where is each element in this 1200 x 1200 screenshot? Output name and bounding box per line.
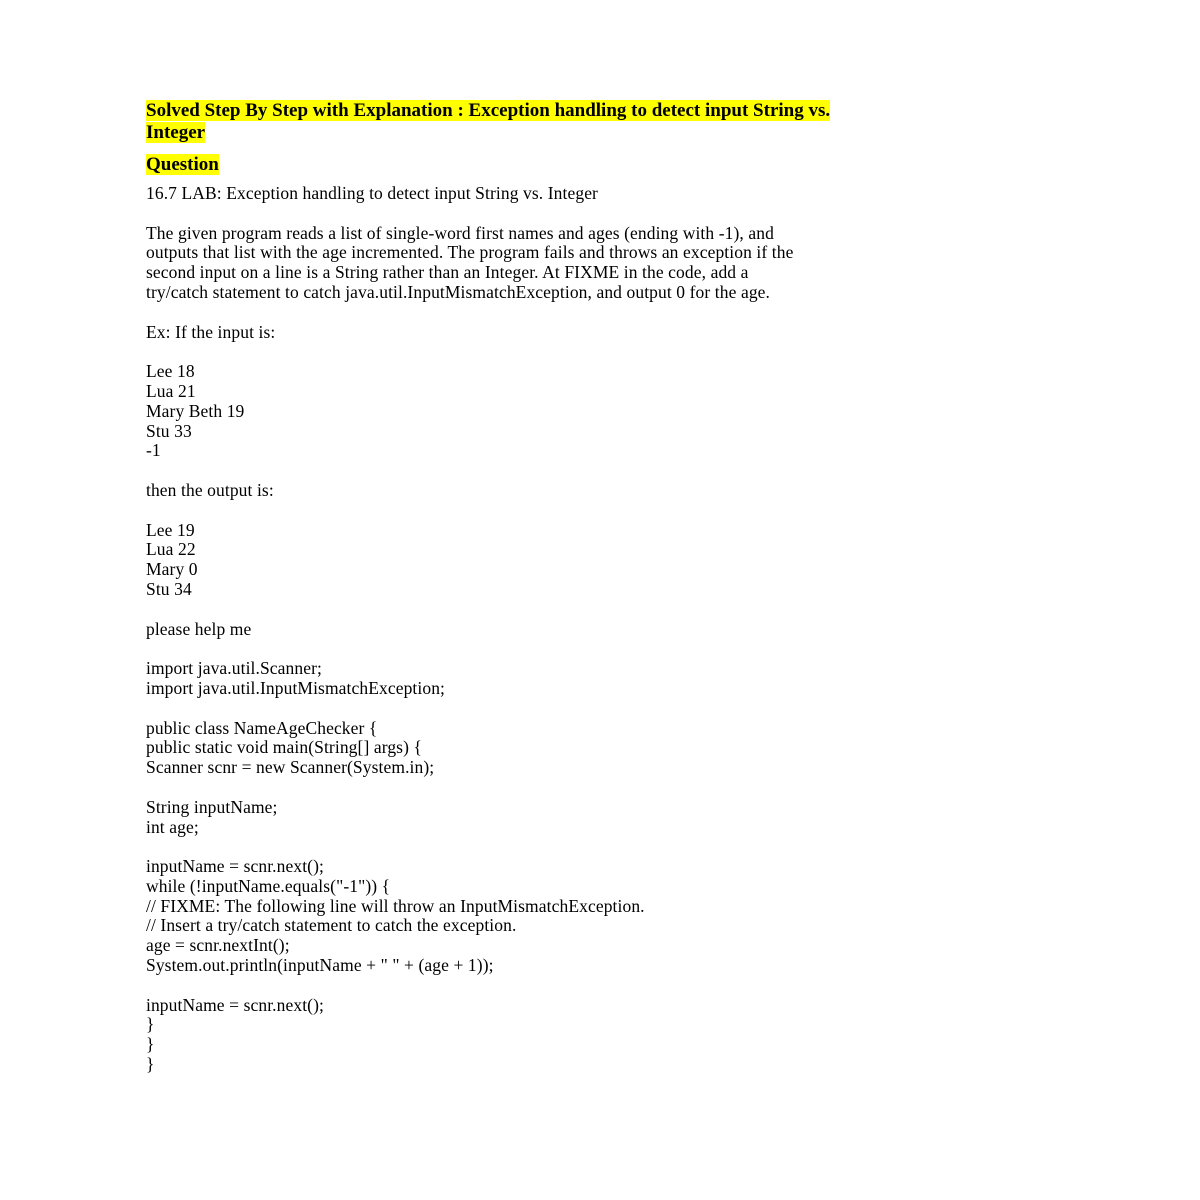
question-body [146, 184, 1036, 1075]
example-input-line: -1 [146, 440, 161, 461]
example-input-line: Stu 33 [146, 420, 192, 441]
code-line: } [146, 1014, 155, 1035]
code-line: age = scnr.nextInt(); [146, 935, 290, 956]
description-line: try/catch statement to catch java.util.InputMismatchException, and output 0 for the age. [146, 281, 771, 302]
example-input-line: Lee 18 [146, 361, 195, 382]
code-block [146, 659, 1036, 1075]
example-input-line: Mary Beth 19 [146, 400, 245, 421]
code-line: public static void main(String[] args) { [146, 737, 422, 758]
description-line: second input on a line is a String rather than an Integer. At FIXME in the code, add a [146, 262, 749, 283]
code-line: import java.util.Scanner; [146, 658, 322, 679]
help-text: please help me [146, 618, 252, 639]
question-label: Question [146, 154, 219, 175]
document-page [146, 100, 1036, 1075]
code-line: } [146, 1034, 155, 1055]
page-title [146, 100, 1036, 144]
description-line: The given program reads a list of single-word first names and ages (ending with -1), and [146, 222, 774, 243]
code-line: while (!inputName.equals("-1")) { [146, 875, 391, 896]
example-output-line: Lua 22 [146, 539, 196, 560]
example-output-line: Mary 0 [146, 559, 198, 580]
example-output-line: Stu 34 [146, 578, 192, 599]
example-intro: Ex: If the input is: [146, 321, 276, 342]
question-heading [146, 154, 1036, 176]
example-output-line: Lee 19 [146, 519, 195, 540]
code-line: Scanner scnr = new Scanner(System.in); [146, 757, 435, 778]
example-input-line: Lua 21 [146, 380, 196, 401]
title-line-2: Integer [146, 122, 206, 143]
code-line: int age; [146, 816, 199, 837]
lab-title: 16.7 LAB: Exception handling to detect input String vs. Integer [146, 183, 598, 203]
output-intro: then the output is: [146, 479, 274, 500]
code-line: import java.util.InputMismatchException; [146, 677, 446, 698]
description-line: outputs that list with the age incremented. The program fails and throws an exception if the [146, 242, 794, 263]
code-line: // Insert a try/catch statement to catch the exception. [146, 915, 517, 936]
title-line-1: Solved Step By Step with Explanation : Exception handling to detect input String vs. [146, 100, 831, 121]
code-line: inputName = scnr.next(); [146, 856, 324, 877]
code-line: public class NameAgeChecker { [146, 717, 378, 738]
code-line: String inputName; [146, 796, 278, 817]
code-line: System.out.println(inputName + " " + (age + 1)); [146, 955, 494, 976]
code-line: // FIXME: The following line will throw an InputMismatchException. [146, 895, 645, 916]
code-line: } [146, 1054, 155, 1075]
code-line: inputName = scnr.next(); [146, 994, 324, 1015]
